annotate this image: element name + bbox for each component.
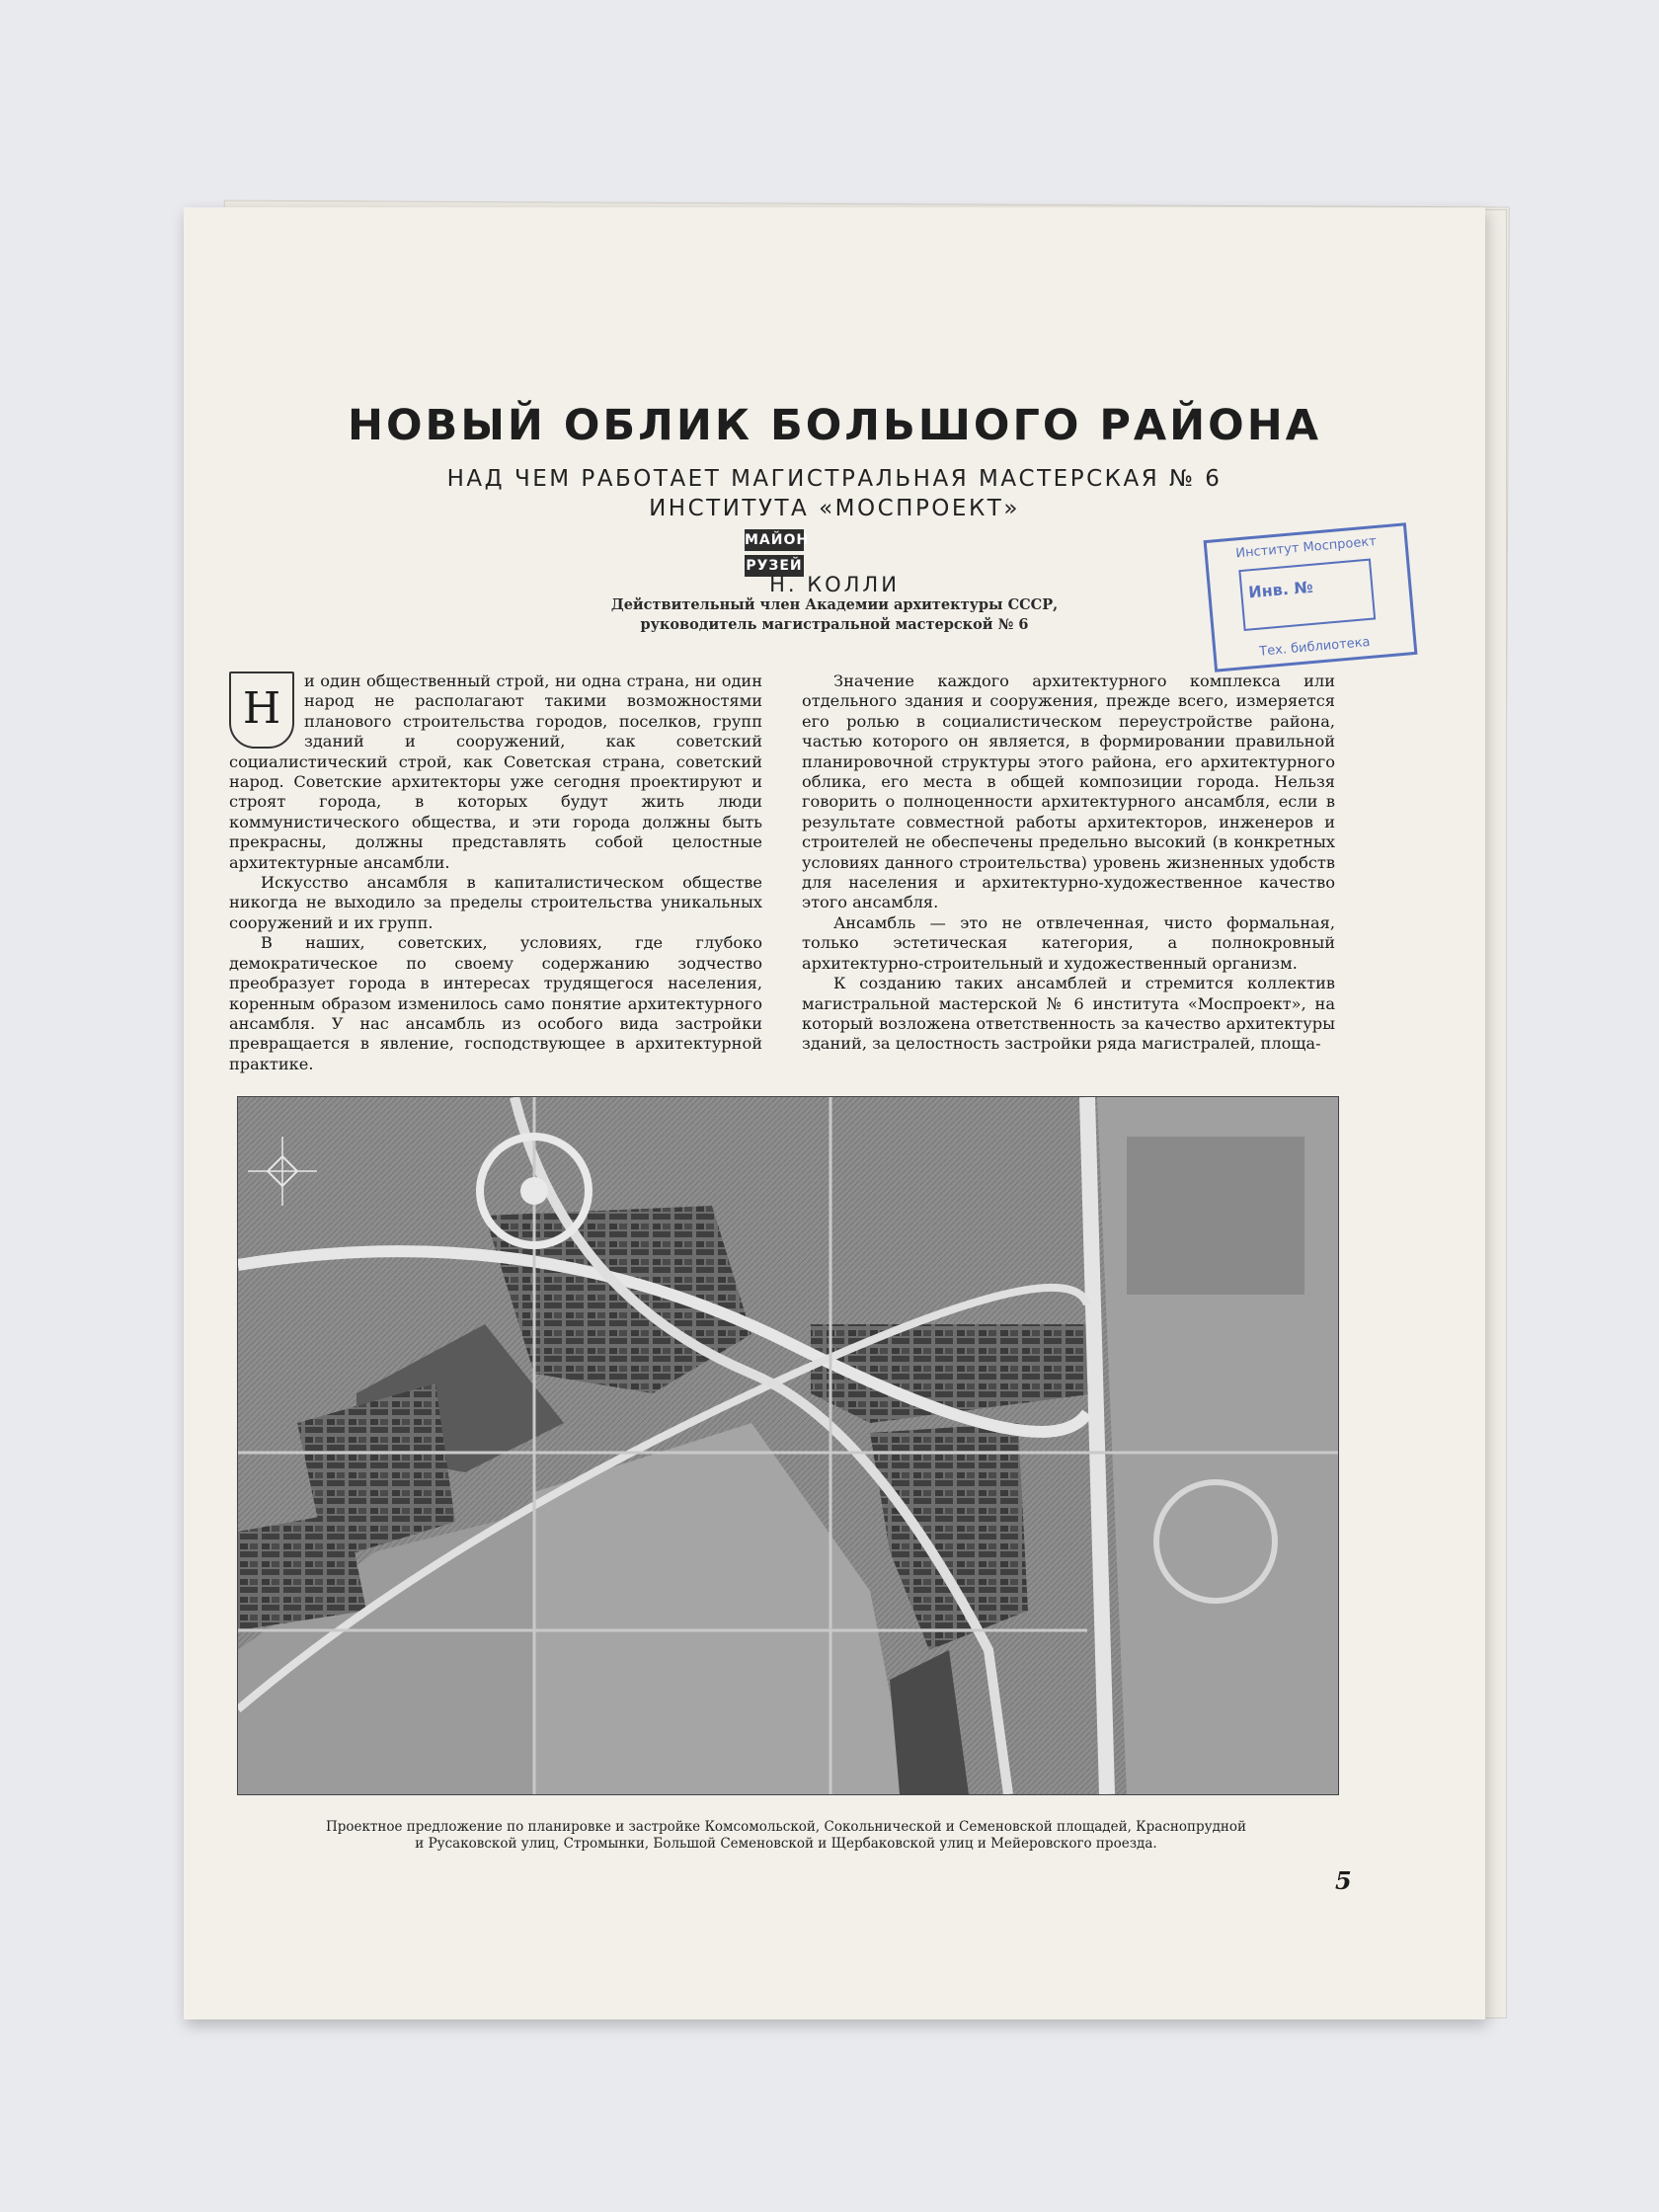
author-affiliation-line2: руководитель магистральной мастерской № 6 <box>640 616 1029 633</box>
paragraph: Ансамбль — это не отвлеченная, чисто формальная, только эстетическая категория, а полнокровный архитектурно-строительный и художественный организм. <box>802 912 1335 973</box>
caption-line1: Проектное предложение по планировке и застройке Комсомольской, Сокольнической и Семеновской площадей, Краснопрудной <box>325 1819 1247 1835</box>
magazine-page <box>184 207 1485 2019</box>
drop-cap: Н <box>229 672 294 749</box>
city-plan-image <box>237 1096 1339 1795</box>
paragraph: Искусство ансамбля в капиталистическом обществе никогда не выходило за пределы строительства уникальных сооружений и их групп. <box>229 873 762 932</box>
author-affiliation-line1: Действительный член Академии архитектуры СССР, <box>610 596 1059 613</box>
text-column-left <box>229 672 762 1074</box>
article-subtitle-line1: НАД ЧЕМ РАБОТАЕТ МАГИСТРАЛЬНАЯ МАСТЕРСКАЯ № 6 <box>446 466 1223 492</box>
article-title: НОВЫЙ ОБЛИК БОЛЬШОГО РАЙОНА <box>348 401 1321 450</box>
figure-caption <box>243 1819 1329 1853</box>
stamp-line2: Инв. № <box>1247 577 1314 602</box>
stamp-line3: Тех. библиотека <box>1258 634 1372 660</box>
page-number: 5 <box>1335 1866 1352 1895</box>
caption-line2: и Русаковской улиц, Стромынки, Большой Семеновской и Щербаковской улиц и Мейеровского проезда. <box>415 1836 1157 1852</box>
museum-logo <box>745 529 810 577</box>
paragraph: В наших, советских, условиях, где глубоко демократическое по своему содержанию зодчество преобразует города в интересах трудящегося населения, коренным образом изменилось само понятие архитектурного ансамбля. У нас ансамбль из особого вида застройки превращается в явление, господствующее в архитектурной практике. <box>229 933 762 1073</box>
stamp-inventory-box <box>1238 559 1376 631</box>
logo-line2: РУЗЕЙ <box>745 555 804 577</box>
article-subtitle-line2: ИНСТИТУТА «МОСПРОЕКТ» <box>649 496 1020 521</box>
paragraph: К созданию таких ансамблей и стремится коллектив магистральной мастерской № 6 института «Моспроект», на который возложена ответственность за качество архитектуры зданий, за целостность застройки ряда магистралей, площа- <box>802 974 1335 1054</box>
paragraph: Значение каждого архитектурного комплекса или отдельного здания и сооружения, прежде всего, измеряется его ролью в социалистическом переустройстве района, частью которого он является, в формировании правильной планировочной структуры этого района, его архитектурного облика, его места в общей композиции города. Нельзя говорить о полноценности архитектурного ансамбля, если в результате совместной работы архитекторов, инженеров и строителей не обеспечены предельно высокий (в конкретных условиях данного строительства) уровень жизненных удобств для населения и архитектурно-художественное качество этого ансамбля. <box>802 672 1335 912</box>
stamp-line1: Институт Моспроект <box>1234 533 1378 562</box>
text-column-right <box>802 672 1335 1055</box>
author-name: Н. КОЛЛИ <box>769 573 900 596</box>
logo-line1: МАЙОН <box>745 529 804 551</box>
paragraph: и один общественный строй, ни одна страна, ни один народ не располагают такими возможностями планового строительства городов, поселков, групп зданий и сооружений, как советский социалистический строй, как Советская страна, советский народ. Советские архитекторы уже сегодня проектируют и строят города, в которых будут жить люди коммунистического общества, и эти города должны быть прекрасны, должны представлять собой целостные архитектурные ансамбли. <box>229 672 762 872</box>
library-stamp <box>1204 522 1418 672</box>
